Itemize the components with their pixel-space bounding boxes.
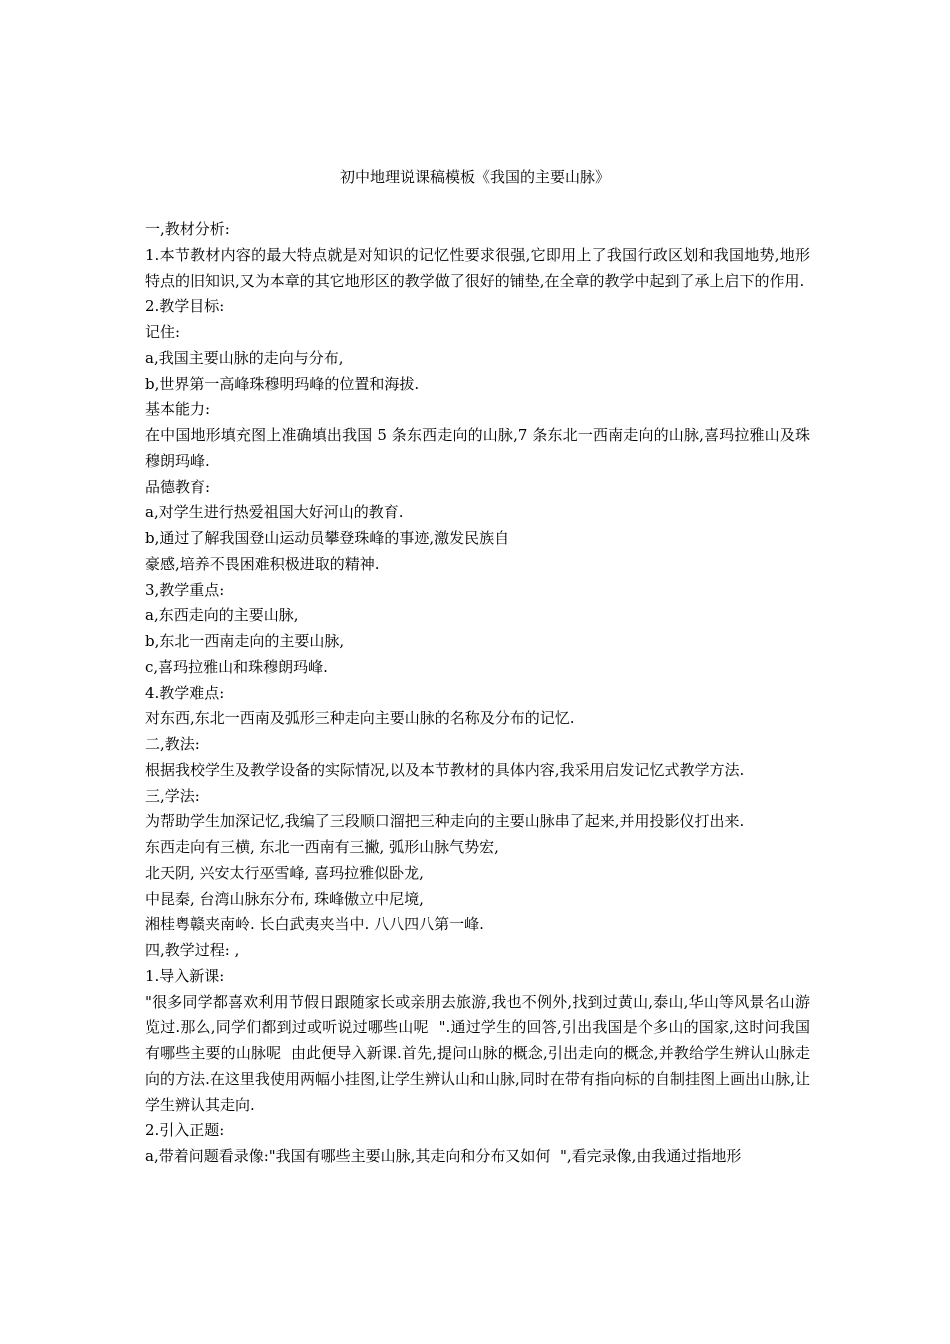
document-body: [145, 217, 810, 1170]
list-item-moral-b-continued: 豪感,培养不畏困难积极进取的精神.: [145, 554, 380, 573]
label-moral-education: 品德教育:: [145, 477, 211, 496]
list-item-moral-b: b,通过了解我国登山运动员攀登珠峰的事迹,激发民族自: [145, 529, 510, 547]
section-heading-learning-method: 三,学法:: [145, 786, 200, 805]
paragraph-textbook-features: 1.本节教材内容的最大特点就是对知识的记忆性要求很强,它即用上了我国行政区划和我国地势,地形特点的旧知识,又为本章的其它地形区的教学做了很好的铺垫,在全章的教学中起到了承上启下的作用.: [145, 245, 810, 290]
rhyme-line-2: 北天阴, 兴安太行巫雪峰, 喜玛拉雅似卧龙,: [145, 863, 424, 882]
subheading-difficult-points: 4.教学难点:: [145, 683, 225, 702]
label-remember: 记住:: [145, 323, 181, 341]
rhyme-line-1: 东西走向有三横, 东北一西南有三撇, 弧形山脉气势宏,: [145, 838, 499, 856]
paragraph-learning-method: 为帮助学生加深记忆,我编了三段顺口溜把三种走向的主要山脉串了起来,并用投影仪打出来.: [145, 812, 745, 831]
subheading-key-points: 3,教学重点:: [145, 580, 225, 599]
list-item-goal-a: a,我国主要山脉的走向与分布,: [145, 348, 344, 367]
list-item-key-a: a,东西走向的主要山脉,: [145, 606, 299, 625]
rhyme-line-4: 湘桂粤赣夹南岭. 长白武夷夹当中. 八八四八第一峰.: [145, 915, 484, 934]
label-basic-ability: 基本能力:: [145, 400, 211, 419]
subheading-teaching-goals: 2.教学目标:: [145, 297, 225, 316]
section-heading-teaching-process: 四,教学过程: ,: [145, 941, 240, 959]
rhyme-line-3: 中昆秦, 台湾山脉东分布, 珠峰傲立中尼境,: [145, 889, 424, 908]
section-heading-teaching-method: 二,教法:: [145, 735, 200, 753]
section-heading-textbook-analysis: 一,教材分析:: [145, 220, 230, 238]
paragraph-main-topic: a,带着问题看录像:"我国有哪些主要山脉,其走向和分布又如何 ",看完录像,由我通过指地形: [145, 1147, 742, 1165]
subheading-introduction: 1.导入新课:: [145, 966, 225, 985]
paragraph-basic-ability: 在中国地形填充图上准确填出我国 5 条东西走向的山脉,7 条东北一西南走向的山脉,喜玛拉雅山及珠穆朗玛峰.: [145, 426, 810, 470]
paragraph-difficult-points: 对东西,东北一西南及弧形三种走向主要山脉的名称及分布的记忆.: [145, 709, 575, 728]
list-item-key-b: b,东北一西南走向的主要山脉,: [145, 632, 345, 650]
paragraph-introduction: "很多同学都喜欢利用节假日跟随家长或亲朋去旅游,我也不例外,找到过黄山,泰山,华山等风景名山游览过.那么,同学们都到过或听说过哪些山呢 ".通过学生的回答,引出我国是个多山的国家,这时问我国有哪些主要的山脉呢 由此便导入新课.首先,提问山脉的概念,引出走向的概念,并教给学生辨认山脉走向的方法.在这里我使用两幅小挂图,让学生辨认山和山脉,同时在带有指向标的自制挂图上画出山脉,让学生辨认其走向.: [145, 992, 810, 1114]
document-title: 初中地理说课稿模板《我国的主要山脉》: [339, 168, 610, 186]
subheading-main-topic: 2.引入正题:: [145, 1121, 225, 1140]
list-item-moral-a: a,对学生进行热爱祖国大好河山的教育.: [145, 503, 404, 522]
list-item-key-c: c,喜玛拉雅山和珠穆朗玛峰.: [145, 657, 328, 676]
paragraph-teaching-method: 根据我校学生及教学设备的实际情况,以及本节教材的具体内容,我采用启发记忆式教学方法.: [145, 760, 745, 779]
list-item-goal-b: b,世界第一高峰珠穆明玛峰的位置和海拔.: [145, 374, 420, 393]
